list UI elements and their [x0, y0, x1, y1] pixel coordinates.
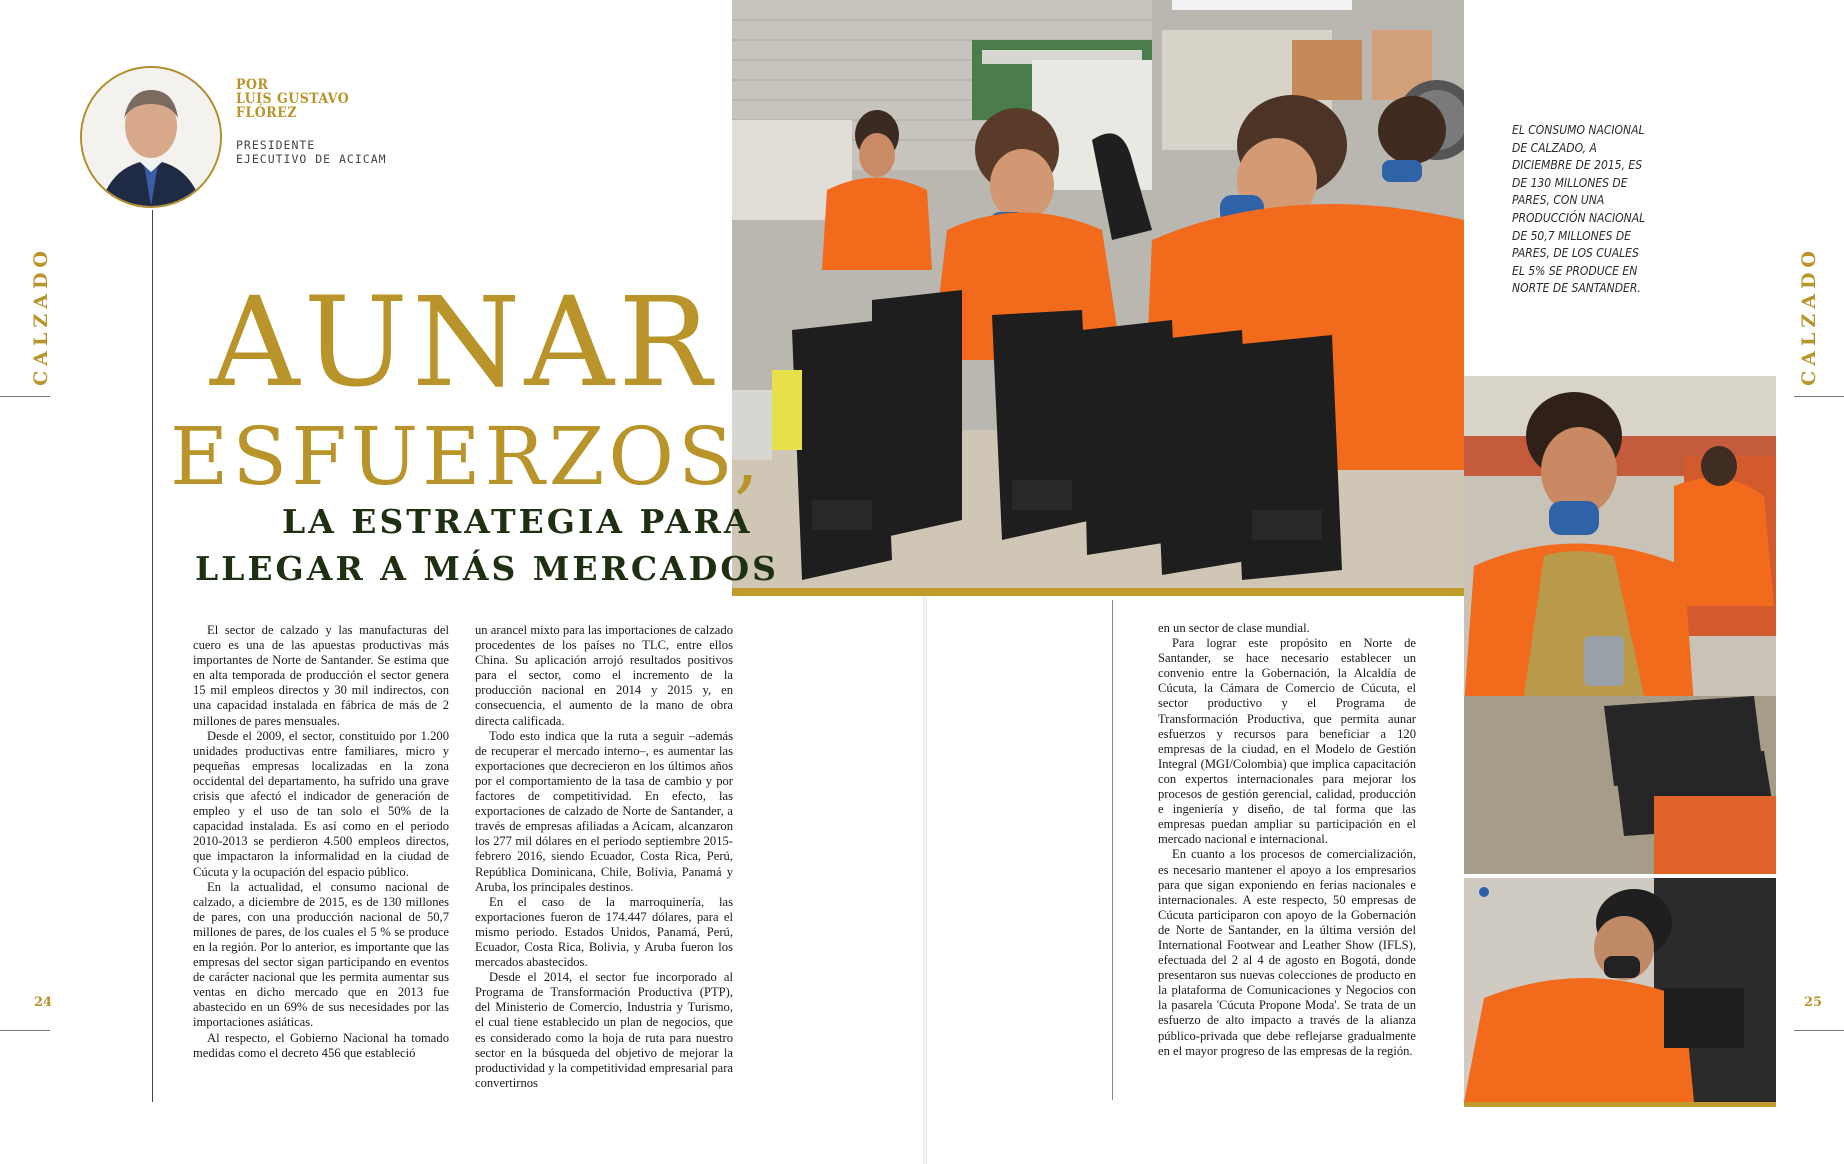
- col3-paragraph: Para lograr este propósito en Norte de Santander, se hace necesario establecer un convenio entre la Gobernación, la Alcaldía de Cúcuta, la Cámara de Comercio de Cúcuta, el sector productivo y el Programa de Transformación Productiva, que permita aunar esfuerzos y recursos para beneficiar a 120 empresas de la ciudad, en el Modelo de Gestión Integral (MGI/Colombia) que implica capacitación con expertos internacionales para mejorar los procesos de gestión gerencial, calidad, producción e ingeniería y diseño, de tal forma que las empresas puedan ampliar su participación en el mercado nacional e internacional.: [1158, 636, 1416, 847]
- section-tab-right: CALZADO: [1798, 246, 1820, 386]
- author-role-line2: EJECUTIVO DE ACICAM: [236, 152, 387, 166]
- subheadline-line2: LLEGAR A MÁS MERCADOS: [195, 549, 779, 588]
- author-name-line1: LUIS GUSTAVO: [236, 91, 350, 107]
- author-name-line2: FLÓREZ: [236, 105, 298, 121]
- col2-paragraph: Desde el 2014, el sector fue incorporado al Programa de Transformación Productiva (PTP), del Ministerio de Comercio, Industria y Turismo, el cual tiene establecido un plan de negocios, que es considerado como la hoja de ruta para nuestro sector en la búsqueda del objetivo de mejorar la productividad y la competitividad empresarial para convertirnos: [475, 970, 733, 1090]
- left-vertical-rule: [152, 210, 153, 1102]
- page-number-left-tick: [0, 1030, 50, 1031]
- right-photo-top: [1464, 376, 1776, 874]
- section-tab-right-tick: [1794, 396, 1844, 397]
- body-column-3: [1158, 621, 1416, 1059]
- subheadline-line1: LA ESTRATEGIA PARA: [282, 502, 753, 541]
- right-photo-bottom: [1464, 878, 1776, 1102]
- body-column-2: [475, 623, 733, 1091]
- col2-paragraph: un arancel mixto para las importaciones de calzado procedentes de los países no TLC, entre ellos China. Su aplicación arrojó resultados positivos para el sector, como el incremento de la producción nacional en 2014 y 2015 y, en consecuencia, el aumento de la mano de obra directa calificada.: [475, 623, 733, 728]
- main-photo-underline: [732, 588, 1464, 596]
- page-number-right-tick: [1794, 1030, 1844, 1031]
- author-portrait: [80, 66, 222, 208]
- col3-paragraph: En cuanto a los procesos de comercialización, es necesario mantener el apoyo a los empresarios para que sigan exponiendo en ferias nacionales e internacionales. A este respecto, 50 empresas de Cúcuta participaron con apoyo de la Gobernación de Norte de Santander, en la última versión del International Footwear and Leather Show (IFLS), efectuada del 2 al 4 de agosto en Bogotá, donde presentaron sus nuevas colecciones de producto en la plataforma de Comunicaciones y Negocios con la pasarela 'Cúcuta Propone Moda'. Se trata de un esfuerzo de alto impacto a través de la alianza público-privada que debe reflejarse gradualmente en el mayor progreso de las empresas de la región.: [1158, 847, 1416, 1058]
- section-tab-left-tick: [0, 396, 50, 397]
- page-number-right: 25: [1804, 995, 1823, 1010]
- center-vertical-rule: [1112, 600, 1113, 1100]
- col3-paragraph: en un sector de clase mundial.: [1158, 621, 1310, 635]
- author-byline: [236, 78, 396, 120]
- col1-paragraph: El sector de calzado y las manufacturas del cuero es una de las apuestas productivas más importantes de Norte de Santander. Se estima que en alta temporada de producción el sector genera 15 mil empleos directos y 30 mil indirectos, con una capacidad instalada en fábrica de más de 2 millones de pares mensuales.: [193, 623, 449, 728]
- col1-paragraph: Desde el 2009, el sector, constituido por 1.200 unidades productivas entre familiares, micro y pequeñas empresas localizadas en la zona occidental del departamento, ha sufrido una grave crisis que afectó el indicador de generación de empleo y el uso de tan solo el 50% de la capacidad instalada. Es así como en el periodo 2010-2013 se perdieron 4.500 empleos directos, que impactaron la informalidad en la ciudad de Cúcuta y la ocupación del espacio público.: [193, 728, 449, 879]
- byline-prefix: POR: [236, 77, 269, 93]
- col2-paragraph: Todo esto indica que la ruta a seguir –además de recuperar el mercado interno–, es aumentar las exportaciones que decrecieron en los últimos años por el comportamiento de la tasa de cambio y por factores de competitividad. En efecto, las exportaciones de calzado de Norte de Santander, a través de empresas afiliadas a Acicam, alcanzaron los 277 mil dólares en el periodo septiembre 2015-febrero 2016, siendo Ecuador, Costa Rica, Perú, República Dominicana, Chile, Bolivia, Panamá y Aruba, los principales destinos.: [475, 728, 733, 894]
- headline-line1: AUNAR: [210, 271, 716, 415]
- body-column-1: [193, 623, 449, 1061]
- author-role-line1: PRESIDENTE: [236, 138, 316, 152]
- pull-quote: EL CONSUMO NACIONAL DE CALZADO, A DICIEMBRE DE 2015, ES DE 130 MILLONES DE PARES, CON UNA PRODUCCIÓN NACIONAL DE 50,7 MILLONES DE PARES, DE LOS CUALES EL 5% SE PRODUCE EN NORTE DE SANTANDER.: [1512, 123, 1646, 296]
- section-tab-left: CALZADO: [30, 246, 52, 386]
- col1-paragraph: En la actualidad, el consumo nacional de calzado, a diciembre de 2015, es de 130 millones de pares, con una producción nacional de 50,7 millones de pares, de los cuales el 5 % se produce en la región. Por lo anterior, es importante que las empresas del sector sigan participando en eventos de carácter nacional que les permita aumentar sus ventas en dicho mercado que en 2013 fue abastecido en un 69% de sus necesidades por las importaciones asiáticas.: [193, 879, 449, 1030]
- col2-paragraph: En el caso de la marroquinería, las exportaciones fueron de 174.447 dólares, para el mismo periodo. Estados Unidos, Panamá, Perú, Ecuador, Costa Rica, Bolivia, y Aruba fueron los mercados abastecidos.: [475, 894, 733, 970]
- col1-paragraph: Al respecto, el Gobierno Nacional ha tomado medidas como el decreto 456 que estableció: [193, 1030, 449, 1060]
- main-photo: [732, 0, 1464, 588]
- right-photo-underline: [1464, 1102, 1776, 1107]
- headline-line2: ESFUERZOS,: [170, 410, 764, 503]
- page-number-left: 24: [34, 995, 53, 1010]
- author-role: [236, 138, 416, 166]
